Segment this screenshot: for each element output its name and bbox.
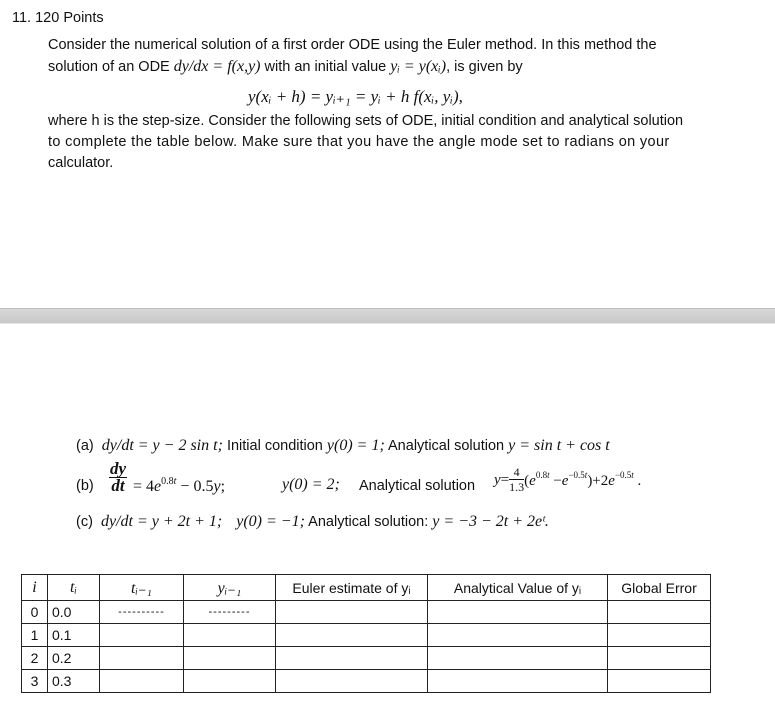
- case-c-label: (c): [76, 514, 93, 530]
- cell-y-prev[interactable]: [184, 647, 276, 670]
- cell-i: 2: [22, 647, 48, 670]
- cell-euler[interactable]: [276, 647, 428, 670]
- cell-error[interactable]: [608, 670, 711, 693]
- cell-euler[interactable]: [276, 670, 428, 693]
- header-t-prev: tᵢ₋₁: [100, 575, 184, 601]
- cell-y-prev[interactable]: [184, 624, 276, 647]
- case-b-solution-label: Analytical solution: [359, 478, 476, 494]
- header-t: tᵢ: [48, 575, 100, 601]
- cell-y-prev[interactable]: ---------: [184, 601, 276, 624]
- header-y-prev: yᵢ₋₁: [184, 575, 276, 601]
- derivative-numerator: dy: [110, 459, 127, 478]
- para2-line-2: to complete the table below. Make sure that you have the angle mode set to radians on your: [48, 134, 670, 150]
- page-divider: [0, 308, 775, 324]
- cell-analytical[interactable]: [428, 624, 608, 647]
- cell-t: 0.2: [48, 647, 100, 670]
- header-global-error: Global Error: [608, 575, 711, 601]
- case-c-solution-label: Analytical solution:: [308, 514, 429, 530]
- case-b-ic: y(0) = 2;: [282, 476, 340, 493]
- table-row: [22, 670, 711, 693]
- intro-line-2-pre: solution of an ODE: [48, 59, 170, 75]
- case-c-ic: y(0) = −1;: [236, 513, 305, 530]
- table-header-row: [22, 575, 711, 601]
- solution-fraction: $\frac{4}{1.3}$: [509, 465, 525, 494]
- cell-t: 0.1: [48, 624, 100, 647]
- para2-line-3: calculator.: [48, 155, 114, 171]
- case-b-label: (b): [76, 478, 94, 494]
- case-a-ic: y(0) = 1;: [326, 437, 385, 454]
- cell-euler[interactable]: [276, 601, 428, 624]
- cell-i: 0: [22, 601, 48, 624]
- case-a-solution-label: Analytical solution: [388, 438, 505, 454]
- case-c-solution: y = −3 − 2t + 2eᵗ.: [432, 513, 549, 530]
- intro-line-2-post: , is given by: [446, 59, 523, 75]
- case-b-solution: y= $\frac{4}{1.3}$ $(e^{0.8t} -e^{-0.5t})+2e^{-0.5t}$ .: [494, 465, 642, 494]
- cell-euler[interactable]: [276, 624, 428, 647]
- cell-y-prev[interactable]: [184, 670, 276, 693]
- case-c-ode: dy/dt = y + 2t + 1;: [100, 513, 223, 530]
- cell-error[interactable]: [608, 647, 711, 670]
- case-a-ode: dy/dt = y − 2 sin t;: [101, 437, 223, 454]
- cell-i: 3: [22, 670, 48, 693]
- cell-t-prev[interactable]: [100, 647, 184, 670]
- header-analytical-value: Analytical Value of yᵢ: [428, 575, 608, 601]
- initial-value-expression: yᵢ = y(xᵢ): [390, 58, 447, 75]
- intro-line-2-mid: with an initial value: [264, 59, 387, 75]
- table-row: [22, 601, 711, 624]
- cell-t-prev[interactable]: ----------: [100, 601, 184, 624]
- intro-line-2: [48, 58, 523, 76]
- case-b-derivative-fraction: [109, 461, 127, 494]
- header-euler-estimate: Euler estimate of yᵢ: [276, 575, 428, 601]
- problem-header: 11. 120 Points: [12, 10, 104, 26]
- table-row: [22, 624, 711, 647]
- para2-line-1: where h is the step-size. Consider the following sets of ODE, initial condition and analytical solution: [48, 113, 684, 129]
- cell-analytical[interactable]: [428, 670, 608, 693]
- header-i: i: [22, 575, 48, 601]
- ode-general-equation: dy/dx = f(x,y): [173, 58, 261, 75]
- cell-error[interactable]: [608, 601, 711, 624]
- case-c: [76, 513, 549, 531]
- case-a: [76, 437, 610, 455]
- cell-analytical[interactable]: [428, 601, 608, 624]
- cell-t-prev[interactable]: [100, 624, 184, 647]
- euler-table: [21, 574, 711, 693]
- cell-t: 0.3: [48, 670, 100, 693]
- cell-error[interactable]: [608, 624, 711, 647]
- case-a-ic-label: Initial condition: [226, 438, 323, 454]
- case-a-solution: y = sin t + cos t: [508, 437, 610, 454]
- cell-analytical[interactable]: [428, 647, 608, 670]
- cell-i: 1: [22, 624, 48, 647]
- intro-line-1: Consider the numerical solution of a first order ODE using the Euler method. In this method the: [48, 37, 657, 53]
- case-b-ode-rhs: = $4e^{0.8t} - 0.5y$;: [133, 476, 226, 495]
- table-row: [22, 647, 711, 670]
- cell-t: 0.0: [48, 601, 100, 624]
- case-a-label: (a): [76, 438, 94, 454]
- derivative-denominator: dt: [111, 476, 125, 495]
- euler-formula: y(xᵢ + h) = yᵢ₊₁ = yᵢ + h f(xᵢ, yᵢ),: [248, 87, 463, 106]
- cell-t-prev[interactable]: [100, 670, 184, 693]
